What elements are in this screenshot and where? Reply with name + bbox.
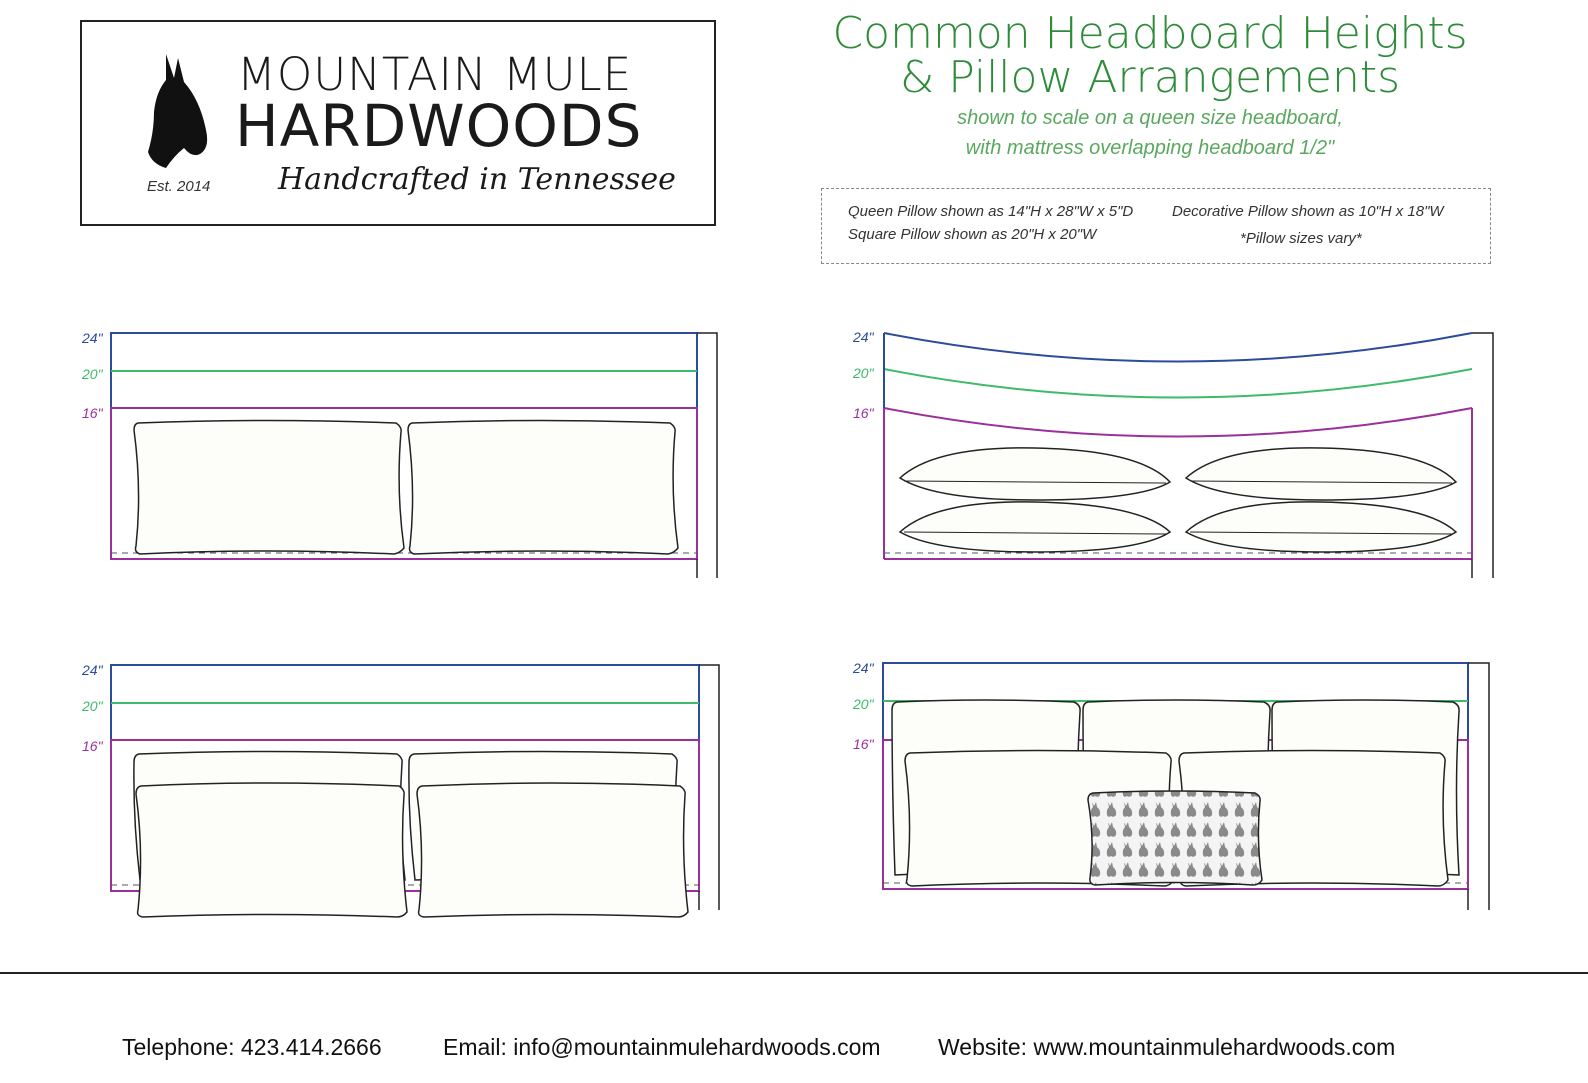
bed-post [1468,663,1489,910]
queen-pillow-flat [900,502,1170,552]
queen-pillow-front [136,783,407,917]
legend-square-pillow: Square Pillow shown as 20"H x 20"W [848,226,1097,243]
panel-flat-two-queen-pillows [81,330,717,578]
curved-top-16 [884,408,1472,437]
height-label-20: 20" [82,366,103,382]
panel-curved-four-stacked-pillows [852,329,1493,578]
brand-line-1: MOUNTAIN MULE [237,48,633,101]
decorative-pillow [1088,791,1262,885]
legend-decorative-pillow: Decorative Pillow shown as 10"H x 18"W [1172,203,1444,220]
brand-line-2: HARDWOODS [235,92,643,160]
height-label-16: 16" [853,405,874,421]
queen-pillow-flat [900,448,1170,500]
subtitle-line-2: with mattress overlapping headboard 1/2" [965,137,1335,159]
title-line-1: Common Headboard Heights [832,8,1468,59]
queen-pillow-front [417,783,688,917]
height-label-16: 16" [82,738,103,754]
height-label-24: 24" [82,662,103,678]
curved-top-20 [884,369,1472,398]
height-label-20: 20" [853,696,874,712]
queen-pillow-flat [1186,502,1456,552]
bed-post [1472,333,1493,578]
panel-flat-square-queen-decorative-pillows [852,660,1489,910]
footer-telephone[interactable]: Telephone: 423.414.2666 [122,1034,382,1060]
legend-queen-pillow: Queen Pillow shown as 14"H x 28"W x 5"D [848,203,1134,220]
footer-website[interactable]: Website: www.mountainmulehardwoods.com [938,1034,1396,1060]
bed-post [699,665,719,910]
height-label-20: 20" [82,698,103,714]
title-line-2: & Pillow Arrangements [899,52,1401,103]
height-label-24: 24" [853,660,874,676]
curved-top-24 [884,333,1472,362]
brand-tagline: Handcrafted in Tennessee [278,162,676,197]
established-year: Est. 2014 [147,178,211,195]
height-label-24: 24" [82,330,103,346]
height-label-16: 16" [853,736,874,752]
queen-pillow-flat [1186,448,1456,500]
panel-flat-four-queen-pillows [81,662,719,917]
bed-post [697,333,717,578]
height-label-20: 20" [853,365,874,381]
footer-divider [0,972,1588,974]
subtitle-line-1: shown to scale on a queen size headboard, [957,107,1343,129]
footer-email[interactable]: Email: info@mountainmulehardwoods.com [443,1034,881,1060]
height-label-16: 16" [82,405,103,421]
legend-sizes-vary: *Pillow sizes vary* [1240,230,1362,247]
queen-pillow [408,421,678,555]
height-label-24: 24" [853,329,874,345]
queen-pillow [134,421,404,555]
